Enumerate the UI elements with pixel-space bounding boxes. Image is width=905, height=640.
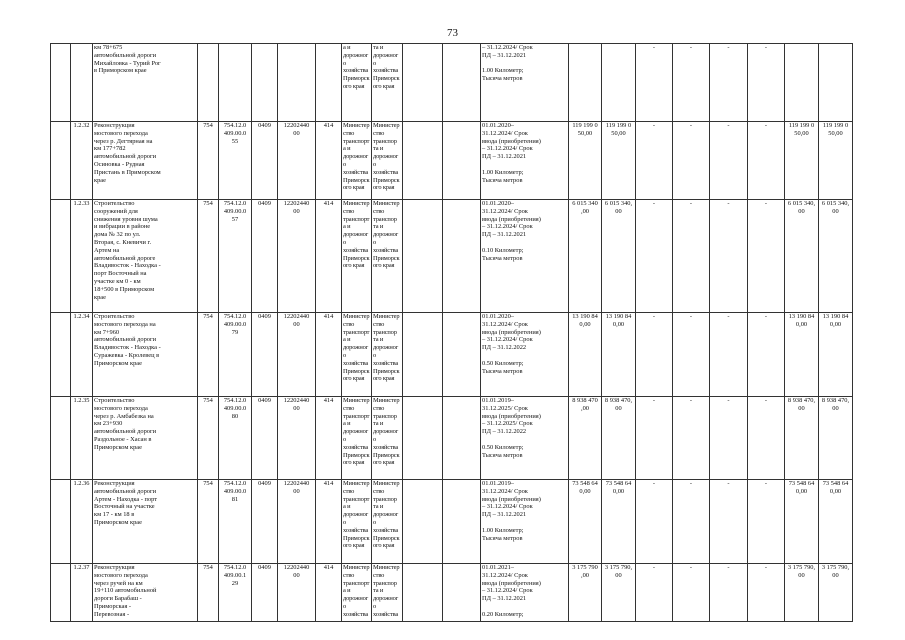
cell-target-article: 754.12.0 409.00.1 29 [219,564,252,622]
cell-customer: Министер ство транспорт а и дорожног о хозяйства Приморск ого края [342,397,372,480]
cell-target-article: 754.12.0 409.00.0 55 [219,122,252,200]
cell-year-2025: - [748,480,785,564]
cell-year-2023: - [673,480,710,564]
cell-period-and-capacity: 01.01.2020– 31.12.2024/ Срок ввода (приобретения) – 31.12.2024/ Срок ПД – 31.12.2022 0.50 Километр; Тысяча метров [481,313,569,397]
investment-objects-table [50,43,853,622]
cell-year-2025: - [748,44,785,122]
cell-year-2024: - [710,200,748,313]
cell-total-funding: 3 175 790, 00 [785,564,819,622]
cell-col-11 [443,397,481,480]
cell-estimated-cost: 3 175 790 ,00 [569,564,602,622]
table-row [51,397,853,480]
cell-total-volume [602,44,636,122]
cell-csr-code: 12202440 00 [278,397,316,480]
cell-year-2023: - [673,564,710,622]
cell-col-empty [51,564,71,622]
cell-developer: Министер ство транспор та и дорожног о хозяйства Приморск ого края [372,313,403,397]
cell-year-2023: - [673,122,710,200]
cell-col-11 [443,480,481,564]
cell-year-2023: - [673,313,710,397]
cell-total-volume: 119 199 0 50,00 [602,122,636,200]
cell-row-number: 1.2.32 [71,122,93,200]
cell-year-2024: - [710,44,748,122]
cell-col-11 [443,313,481,397]
cell-regional-budget: 73 548 64 0,00 [819,480,853,564]
cell-grbs-code: 754 [198,200,219,313]
cell-developer: та и дорожног о хозяйства Приморск ого края [372,44,403,122]
cell-year-2024: - [710,313,748,397]
cell-total-funding: 6 015 340, 00 [785,200,819,313]
cell-regional-budget: 6 015 340, 00 [819,200,853,313]
cell-col-10 [403,200,443,313]
cell-col-11 [443,122,481,200]
cell-year-2022: - [636,480,673,564]
cell-section-code: 0409 [252,480,278,564]
cell-csr-code: 12202440 00 [278,564,316,622]
cell-csr-code: 12202440 00 [278,313,316,397]
cell-csr-code: 12202440 00 [278,200,316,313]
cell-year-2024: - [710,564,748,622]
cell-developer: Министер ство транспор та и дорожног о хозяйства Приморск ого края [372,200,403,313]
cell-total-funding: 8 938 470, 00 [785,397,819,480]
cell-target-article [219,44,252,122]
table-row [51,480,853,564]
cell-col-empty [51,480,71,564]
cell-col-10 [403,313,443,397]
cell-total-volume: 73 548 64 0,00 [602,480,636,564]
cell-period-and-capacity: 01.01.2021– 31.12.2024/ Срок ввода (приобретения) – 31.12.2024/ Срок ПД – 31.12.2021 0.20 Километр; [481,564,569,622]
cell-section-code: 0409 [252,200,278,313]
cell-total-funding: 73 548 64 0,00 [785,480,819,564]
cell-total-volume: 3 175 790, 00 [602,564,636,622]
cell-period-and-capacity: – 31.12.2024/ Срок ПД – 31.12.2021 1.00 Километр; Тысяча метров [481,44,569,122]
table-row [51,44,853,122]
cell-year-2023: - [673,200,710,313]
cell-col-10 [403,564,443,622]
cell-col-empty [51,200,71,313]
cell-row-number: 1.2.35 [71,397,93,480]
cell-year-2023: - [673,44,710,122]
table-row [51,564,853,622]
cell-year-2025: - [748,200,785,313]
cell-year-2022: - [636,313,673,397]
cell-object-name: Реконструкция автомобильной дороги Артем - Находка - порт Восточный на участке км 17 - км 18 в Приморском крае [93,480,198,564]
cell-developer: Министер ство транспор та и дорожног о хозяйства Приморск ого края [372,122,403,200]
cell-developer: Министер ство транспор та и дорожног о хозяйства [372,564,403,622]
cell-row-number: 1.2.33 [71,200,93,313]
cell-customer: а и дорожног о хозяйства Приморск ого края [342,44,372,122]
cell-target-article: 754.12.0 409.00.0 79 [219,313,252,397]
cell-period-and-capacity: 01.01.2020– 31.12.2024/ Срок ввода (приобретения) – 31.12.2024/ Срок ПД – 31.12.2021 1.00 Километр; Тысяча метров [481,122,569,200]
cell-estimated-cost: 73 548 64 0,00 [569,480,602,564]
cell-year-2025: - [748,313,785,397]
cell-target-article: 754.12.0 409.00.0 81 [219,480,252,564]
cell-estimated-cost: 8 938 470 ,00 [569,397,602,480]
table-row [51,122,853,200]
cell-year-2025: - [748,564,785,622]
table-row [51,200,853,313]
cell-customer: Министер ство транспорт а и дорожног о хозяйства Приморск ого края [342,313,372,397]
cell-year-2022: - [636,122,673,200]
cell-row-number: 1.2.36 [71,480,93,564]
cell-customer: Министер ство транспорт а и дорожног о хозяйства Приморск ого края [342,480,372,564]
page-number: 73 [447,27,458,39]
cell-row-number: 1.2.37 [71,564,93,622]
cell-total-funding: 119 199 0 50,00 [785,122,819,200]
cell-col-10 [403,122,443,200]
cell-total-funding: 13 190 84 0,00 [785,313,819,397]
cell-col-10 [403,397,443,480]
table-row [51,313,853,397]
cell-vr-code: 414 [316,313,342,397]
cell-col-empty [51,44,71,122]
cell-csr-code: 12202440 00 [278,480,316,564]
cell-object-name: Строительство сооружений для снижения уровня шума и вибрации в районе дома № 32 по ул. Вторая, с. Кневичи г. Артем на автомобильной дороге Владивосток - Находка - порт Восточный на участке км 0 - км 18+500 в Приморском крае [93,200,198,313]
cell-row-number [71,44,93,122]
cell-target-article: 754.12.0 409.00.0 80 [219,397,252,480]
cell-period-and-capacity: 01.01.2019– 31.12.2025/ Срок ввода (приобретения) – 31.12.2025/ Срок ПД – 31.12.2022 0.50 Километр; Тысяча метров [481,397,569,480]
cell-year-2023: - [673,397,710,480]
cell-section-code: 0409 [252,313,278,397]
cell-grbs-code: 754 [198,397,219,480]
cell-grbs-code: 754 [198,313,219,397]
cell-year-2022: - [636,44,673,122]
cell-object-name: Реконструкция мостового перехода через ручей на км 19+110 автомобильной дороги Барабаш - Приморская - Перевозная - [93,564,198,622]
cell-total-volume: 13 190 84 0,00 [602,313,636,397]
cell-col-empty [51,397,71,480]
cell-estimated-cost [569,44,602,122]
cell-target-article: 754.12.0 409.00.0 57 [219,200,252,313]
cell-year-2022: - [636,200,673,313]
cell-section-code [252,44,278,122]
cell-regional-budget: 13 190 84 0,00 [819,313,853,397]
cell-csr-code [278,44,316,122]
cell-vr-code: 414 [316,564,342,622]
cell-year-2022: - [636,397,673,480]
cell-section-code: 0409 [252,122,278,200]
cell-object-name: Строительство мостового перехода на км 7+960 автомобильной дороги Владивосток - Находка - Суражевка - Кролевец в Приморском крае [93,313,198,397]
cell-col-10 [403,44,443,122]
cell-vr-code: 414 [316,480,342,564]
cell-section-code: 0409 [252,564,278,622]
cell-customer: Министер ство транспорт а и дорожног о хозяйства Приморск ого края [342,200,372,313]
cell-vr-code: 414 [316,397,342,480]
cell-grbs-code: 754 [198,122,219,200]
cell-col-11 [443,564,481,622]
cell-year-2025: - [748,122,785,200]
cell-object-name: км 78+675 автомобильной дороги Михайловка - Турий Рог в Приморском крае [93,44,198,122]
cell-vr-code: 414 [316,200,342,313]
cell-grbs-code: 754 [198,564,219,622]
cell-year-2024: - [710,397,748,480]
cell-row-number: 1.2.34 [71,313,93,397]
cell-grbs-code: 754 [198,480,219,564]
cell-col-empty [51,122,71,200]
cell-customer: Министер ство транспорт а и дорожног о хозяйства Приморск ого края [342,122,372,200]
cell-regional-budget [819,44,853,122]
cell-regional-budget: 8 938 470, 00 [819,397,853,480]
cell-section-code: 0409 [252,397,278,480]
cell-estimated-cost: 119 199 0 50,00 [569,122,602,200]
cell-year-2024: - [710,122,748,200]
cell-col-11 [443,200,481,313]
cell-period-and-capacity: 01.01.2020– 31.12.2024/ Срок ввода (приобретения) – 31.12.2024/ Срок ПД – 31.12.2021 0.10 Километр; Тысяча метров [481,200,569,313]
cell-year-2025: - [748,397,785,480]
cell-year-2024: - [710,480,748,564]
cell-period-and-capacity: 01.01.2019– 31.12.2024/ Срок ввода (приобретения) – 31.12.2024/ Срок ПД – 31.12.2021 1.00 Километр; Тысяча метров [481,480,569,564]
cell-csr-code: 12202440 00 [278,122,316,200]
cell-col-empty [51,313,71,397]
cell-developer: Министер ство транспор та и дорожног о хозяйства Приморск ого края [372,480,403,564]
cell-total-funding [785,44,819,122]
cell-col-10 [403,480,443,564]
cell-vr-code: 414 [316,122,342,200]
cell-total-volume: 8 938 470, 00 [602,397,636,480]
cell-regional-budget: 119 199 0 50,00 [819,122,853,200]
cell-estimated-cost: 13 190 84 0,00 [569,313,602,397]
cell-object-name: Реконструкция мостового перехода через р. Дегтярная на км 177+782 автомобильной дороги Осиновка - Рудная Пристань в Приморском крае [93,122,198,200]
cell-total-volume: 6 015 340, 00 [602,200,636,313]
cell-estimated-cost: 6 015 340 ,00 [569,200,602,313]
cell-vr-code [316,44,342,122]
cell-year-2022: - [636,564,673,622]
cell-grbs-code [198,44,219,122]
cell-developer: Министер ство транспор та и дорожног о хозяйства Приморск ого края [372,397,403,480]
cell-object-name: Строительство мостового перехода через р. Амбабезка на км 23+930 автомобильной дороги Раздольное - Хасан в Приморском крае [93,397,198,480]
cell-col-11 [443,44,481,122]
cell-customer: Министер ство транспорт а и дорожног о хозяйства [342,564,372,622]
cell-regional-budget: 3 175 790, 00 [819,564,853,622]
